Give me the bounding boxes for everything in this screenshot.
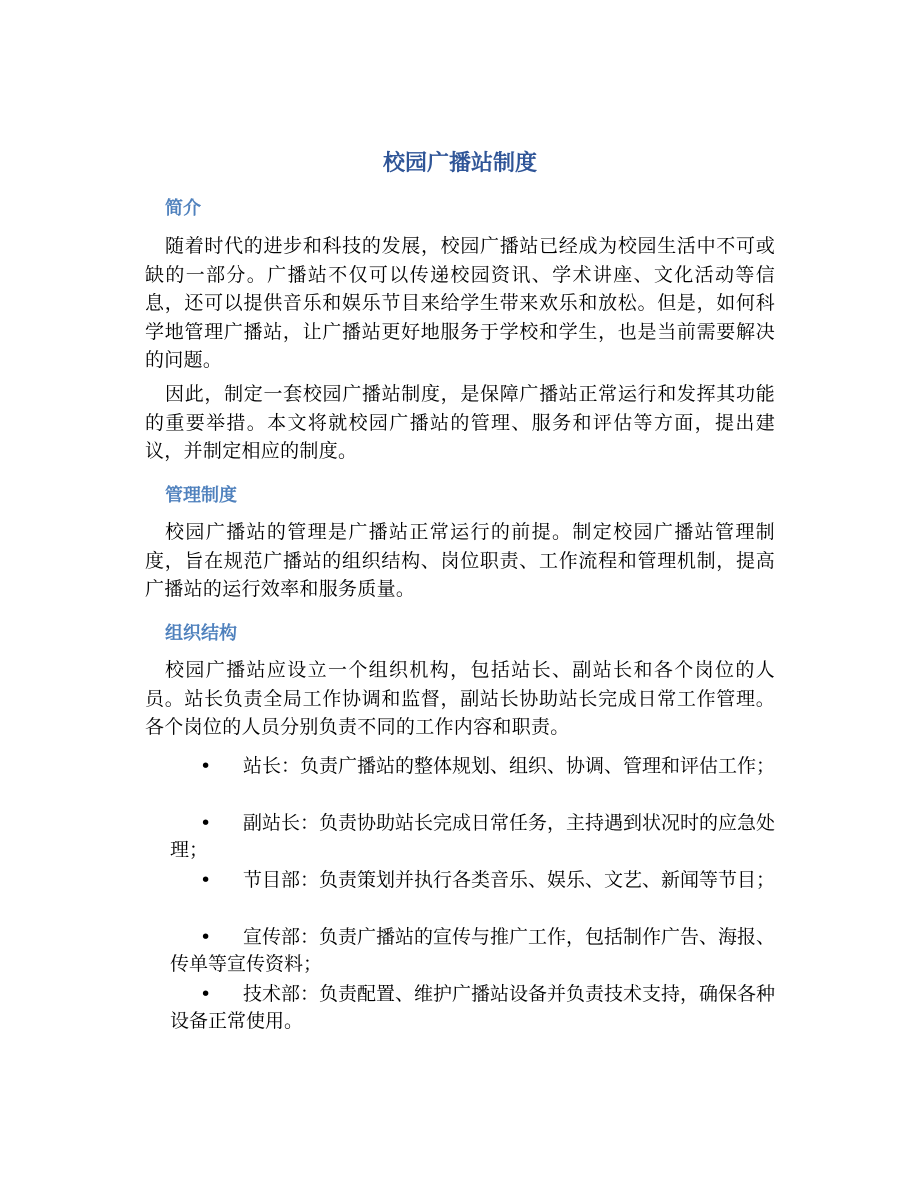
bullet-icon: • [200,812,212,834]
bullet-text: 站长：负责广播站的整体规划、组织、协调、管理和评估工作； [243,755,776,777]
section-heading-organization: 组织结构 [165,623,237,644]
bullet-icon: • [200,926,212,948]
intro-paragraph-2: 因此，制定一套校园广播站制度，是保障广播站正常运行和发挥其功能的重要举措。本文将就校园广播站的管理、服务和评估等方面，提出建议，并制定相应的制度。 [145,383,775,462]
bullet-icon: • [200,869,212,891]
bullet-text: 节目部：负责策划并执行各类音乐、娱乐、文艺、新闻等节目； [243,869,776,891]
section-heading-management: 管理制度 [165,485,237,506]
bullet-text: 技术部：负责配置、维护广播站设备并负责技术支持，确保各种设备正常使用。 [170,983,776,1032]
organization-paragraph: 校园广播站应设立一个组织机构，包括站长、副站长和各个岗位的人员。站长负责全局工作协调和监督，副站长协助站长完成日常工作管理。各个岗位的人员分别负责不同的工作内容和职责。 [145,659,775,738]
bullet-text: 宣传部：负责广播站的宣传与推广工作，包括制作广告、海报、传单等宣传资料； [170,926,776,975]
management-paragraph: 校园广播站的管理是广播站正常运行的前提。制定校园广播站管理制度，旨在规范广播站的组织结构、岗位职责、工作流程和管理机制，提高广播站的运行效率和服务质量。 [145,521,775,600]
bullet-item [170,810,775,864]
bullet-item [170,981,775,1035]
section-heading-intro: 简介 [165,198,201,219]
intro-paragraph-1: 随着时代的进步和科技的发展，校园广播站已经成为校园生活中不可或缺的一部分。广播站不仅可以传递校园资讯、学术讲座、文化活动等信息，还可以提供音乐和娱乐节目来给学生带来欢乐和放松。但是，如何科学地管理广播站，让广播站更好地服务于学校和学生，也是当前需要解决的问题。 [145,235,775,371]
bullet-text: 副站长：负责协助站长完成日常任务，主持遇到状况时的应急处理； [170,812,776,861]
document-title: 校园广播站制度 [382,151,537,176]
bullet-item [170,753,775,780]
bullet-item [170,924,775,978]
bullet-icon: • [200,983,212,1005]
bullet-icon: • [200,755,212,777]
bullet-item [170,867,775,894]
